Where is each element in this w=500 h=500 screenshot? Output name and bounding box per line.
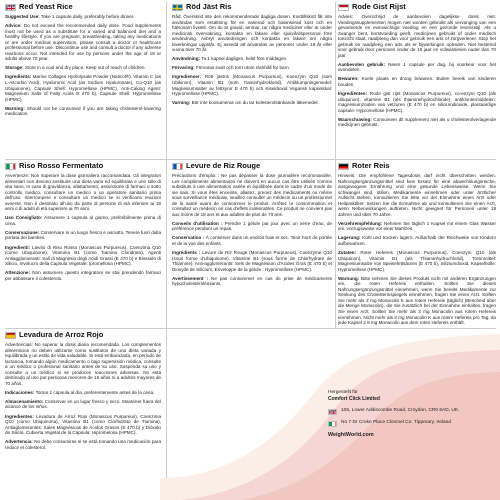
spanish-advice: Advertencias: No superar la dosis diaria recomendada. Los complementos alimenticios no deben utilizarse como sustitutos de una dieta variada y equilibrada y un estilo de vida saludable. Si está embarazada, en período de lactancia, tomando algún medicamento o bajo supervisión médica, consulte a un médico o profesional sanitario antes de su uso. Suspenda su uso y consulte a un médico si se producen reacciones adversas. No está destinado al uso por personas menores de 18 años ni a adultos mayores de 70 años.: [5, 342, 161, 386]
french-warning: Avertissement : Ne pas consommer en cas de prise de médicaments hypocholestérolémiants.: [172, 275, 332, 287]
panel-italian: [5, 161, 161, 328]
ireland-address-text: No 7 Dr Croke Place Clonmel Co. Tipperary, Ireland: [341, 420, 452, 425]
company-name: Comfort Click Limited: [328, 396, 380, 402]
spanish-dose: Indicaciones: Tomar 1 cápsula al día, preferentemente antes de la cena.: [5, 389, 155, 395]
dutch-title: Rode Gist Rijst: [352, 2, 406, 11]
german-use: Verzehrempfehlung: Nehmen Sie täglich 1 Kapsel mit einem Glas Wasser ein, vorzugsweise vor einer Mahlzeit.: [338, 220, 496, 232]
dutch-advice: Advies: Overschrijd de aanbevolen dagelijkse dosis niet. Voedingssupplementen mogen niet worden gebruikt als vervanging van een gevarieerde en evenwichtige voeding en een gezonde levensstijl. Als u zwanger bent, borstvoeding geeft, medicijnen gebruikt of onder medisch toezicht staat, raadpleeg dan voor gebruik een arts of zorgverlener. Stop het gebruik en raadpleeg een arts als er bijwerkingen optreden. Niet bestemd voor gebruik door personen onder de 18 jaar en volwassenen ouder dan 70 jaar.: [338, 14, 496, 58]
spanish-heading: [5, 330, 161, 340]
italian-advice: Avvertenze: Non superare la dose giornaliera raccomandata. Gli integratori alimentari non devono sostituire una dieta varia ed equilibrata e uno stile di vita sano. In caso di gravidanza, allattamento, assunzione di farmaci o sotto controllo medico, consultare un medico o un operatore sanitario prima dell'uso. Interrompere e consultare un medico se si verificano reazioni avverse. Non è destinato all'uso da parte di persone di età inferiore ai 18 anni o di adulti di età superiore ai 70 anni.: [5, 173, 161, 212]
english-advice: Advice: Do not exceed the recommended daily dose. Food supplements must not be used as a substitute for a varied and balanced diet and a healthy lifestyle. If you are pregnant, breastfeeding, taking any medications or are under medical supervision, please consult a doctor or healthcare professional before use. Discontinue use and consult a doctor if any adverse reactions occur. Not intended for use by persons under the age of 18 or adults above 70 year.: [5, 23, 161, 62]
dutch-ingredients: Ingrediënten: Rode gist rijst (Monascus Purpureus), co-enzym Q10 (als ubiquinon), vitamine B1 (als thiaminehydrochloride), antiklontermiddelen: magnesiumzouten van vetzuren (E 470 b) en siliciumdioxide, plantaardige capsule: Hypromellose (HPMC).: [338, 91, 496, 113]
german-storage: Lagerung: Kühl und trocken lagern. Außerhalb der Reichweite von Kindern aufbewahren.: [338, 235, 496, 247]
swedish-advice: Råd: Överskrid inte den rekommenderade dagliga dosen. Kosttillskott får inte användas som ersättning för en varierad och balanserad kost och en hälsosam livsstil. Om du är gravid, ammar, tar några mediciner eller är under medicinsk övervakning, kontakta en läkare eller sjukvårdspersonal före användning. Avbryt användningen och kontakta en läkare om några biverkningar uppstår. Ej avsedd att användas av personer under 18 år eller vuxna över 70 år.: [172, 14, 332, 53]
divider-v2: [335, 2, 336, 328]
italy-flag-icon: [5, 163, 16, 170]
dutch-warning: Waarschuwing: Consumeer dit supplement niet als u cholesterolverlagende medicijnen gebruikt.: [338, 116, 496, 128]
panel-swedish: [172, 2, 332, 159]
manufacturer-block: [328, 390, 496, 438]
ireland-flag-icon: [328, 421, 337, 427]
netherlands-flag-icon: [338, 4, 349, 11]
swedish-storage: Förvaring: Förvaras svalt och torrt utom räckhåll för barn.: [172, 65, 290, 71]
dutch-use: Aanbevolen gebruik: Neem 1 capsule per dag, bij voorkeur voor het avondeten.: [338, 61, 496, 73]
dutch-heading: [338, 2, 496, 12]
spanish-ingredients: Ingredientes: Levadura de Arroz Rojo (Monascus Purpureus), Coenzima Q10 (como Ubiquinona), Vitamina B1 (como Clorhidrato de Tiamina), Antiaglomerantes: Sales Magnésicas de Ácidos Grasos (E 470 b) y Dióxido de Silicio, Cubierta Vegetal de la Cápsula: Hipromelosa (HPMC).: [5, 413, 161, 436]
swedish-ingredients: Ingredienser: Rött jästris (Monascus Purpureus), Koenzym Q10 (som Ubikinon), Vitamin B1 (som Tiaminhydroklorid), Antiklumpningsmedel: Magnesiumsalter av fettsyror E 470 b) och Kiseldioxid Vegansk kapselskal: Hypromellose (HPMC).: [172, 74, 332, 97]
german-warning: Warnung: Bitte nehmen Sie dieses Produkt nicht mit anderen Ergänzungen ein, die roten Hefereis enthalten. Sollten Sie dieses Nahrungsergänzungsmittel einnehmen, wenn Sie bereits Medikamente zur Senkung des Cholesterinspiegels einnehmen, fragen Sie einen Arzt. Sollten Sie mehr als 3 mg Monacolin K aus rotem Hefereis (täglich) (Bescheid über die Menge Monacolin), die Sie zusätzlich bei der Einnahme einhalten, fragen Sie einen Arzt. Sollten Sie mehr als 3 mg Monacolin aus rotem Hefereis einnehmen. Nicht mehr als 3 mg Monacolin K aus rotem Hefereis pro Tag, da jede Kapsel 2.9 mg Monacolin aus dem roten Hefereis enthält.: [338, 275, 496, 326]
english-warning: Warning: Should not be consumed if you are taking cholesterol-lowering medication.: [5, 105, 161, 117]
french-ingredients: Ingrédients : Levure de Riz Rouge (Monascus Purpureus), Coenzyme Q10 (sous forme d'Ubiquinone), Vitamine B1 (sous forme de Chlorhydrate de Thiamine), Anti-agglomérants: Sels de Magnésium d'Acides Gras (E 470 b) et Dioxyde de Silicium, Enveloppe de la gélule : Hypromellose (HPMC).: [172, 250, 332, 272]
divider-h1: [5, 159, 496, 160]
german-title: Roter Reis: [352, 161, 390, 170]
spanish-title: Levadura de Arroz Rojo: [19, 330, 104, 339]
italian-use: Uso Consigliato: Assumere 1 capsula al giorno, preferibilmente prima di cena.: [5, 215, 161, 226]
panel-dutch: [338, 2, 496, 159]
english-heading: [5, 2, 161, 12]
french-heading: [172, 161, 332, 171]
french-precautions: Précautions d'emploi : Ne pas dépasser la dose journalière recommandée. Les compléments alimentaires ne doivent en aucun cas être utilisés comme substituts à une alimentation variée et équilibrée dans le cadre d'un mode de vie sain. Si vous êtes enceinte, allaitez, prenez des médicaments ou même sous surveillance médicale, veuillez consulter un médecin ou un professionnel de la santé avant de consommer le produit. Arrêtez la consommation et consultez un médecin en cas d'effets indésirables. Ce produit ne convient pas aux moins de 18 ans et aux adultes de plus de 70 ans.: [172, 173, 332, 217]
germany-flag-icon: [338, 163, 349, 170]
german-heading: [338, 161, 496, 171]
german-advice: Hinweis: Die empfohlene Tagesdosis darf nicht überschritten werden. Nahrungsergänzungsmittel sind kein Ersatz für eine abwechslungsreiche, ausgewogene Ernährung und eine gesunde Lebensweise. Wenn Sie schwanger sind, stillen, Medikamente einnehmen oder unter ärztlicher Aufsicht stehen, konsultieren Sie bitte vor der Einnahme einen Arzt oder Heilpraktiker. Setzen Sie die Einnahme ab und konsultieren Sie einen Arzt, wenn Nebenwirkungen auftreten. Nicht geeignet für Personen unter 18 Jahren und über 70 Jahre.: [338, 173, 496, 217]
english-ingredients: Ingredients: Marine Collagen Hydrolysate Powder (Naticol®), Vitamin C (as L-Ascorbic Acid), Hyaluronic Acid (as Sodium Hyaluronate), Co-Q10 (as Ubiquinone), Capsule Shell: Hypromellose (HPMC), Anti-Caking Agent: Magnesium Salts of Fatty Acids E 470 b), Capsule Shell: Hypromellose (HPMC).: [5, 74, 161, 102]
panel-spanish: [5, 330, 161, 498]
spanish-warning: Advertencia: No debe consumirse si se está tomando una medicación para reducir el colesterol.: [5, 439, 161, 450]
dutch-storage: Bewaren: Koele plaats en droog bewaren. Buiten bereik van kinderen houden.: [338, 76, 496, 88]
swedish-dosage: Användning: Ta 1 kapsel dagligen, helst före middagen.: [172, 56, 288, 62]
ireland-address: [328, 420, 496, 427]
english-title: Red Yeast Rice: [19, 2, 73, 11]
sweden-flag-icon: [172, 4, 183, 11]
french-storage: Conservation : À conserver dans un endroit frais et sec. Tenir hors de portée et de la vue des enfants.: [172, 235, 332, 247]
panel-german: [338, 161, 496, 328]
uk-flag-icon: [5, 4, 16, 11]
swedish-heading: [172, 2, 332, 12]
france-flag-icon: [172, 163, 183, 170]
english-suggested-use: Suggested Use: Take 1 capsule daily, preferably before dinner.: [5, 14, 135, 19]
swedish-title: Röd Jäst Ris: [186, 2, 232, 11]
english-storage: Storage: Store in a cool and dry place. Keep out of reach of children.: [5, 65, 146, 71]
panel-french: [172, 161, 332, 328]
italian-storage: Conservazione: Conservare in un luogo fresco e asciutto. Tenere fuori dalla portata dei bambini.: [5, 229, 161, 241]
italian-heading: [5, 161, 161, 171]
spanish-storage: Almacenamiento: Conservar en un lugar fresco y seco. Mantener fuera del alcance de los niños.: [5, 398, 161, 410]
panel-english: [5, 2, 161, 159]
french-title: Levure de Riz Rouge: [186, 161, 261, 170]
german-ingredients: Zutaten: Roter Hefereis (Monascus Purpureus), Coenzym Q10 (als Ubiquinon), Vitamin B1 (als Thiaminhydrochlorid), Trennmittel: Magnesiumsalze von Speisefettsäuren (E 470 b), Siliziumdioxid, Kapselhülle: Hypromellose (HPMC).: [338, 250, 496, 272]
manufactured-for-label: Hergestellt für: [328, 390, 358, 395]
french-advice: Conseils d'utilisation : Prendre 1 gélule par jour avec un verre d'eau, de préférence pendant un repas.: [172, 220, 332, 232]
uk-flag-icon: [328, 409, 337, 415]
italian-title: Riso Rosso Fermentato: [19, 161, 104, 170]
swedish-warning: Varning: Bör inte konsumeras om du tar kolesterolsänkande läkemedel.: [172, 100, 319, 106]
italian-ingredients: Ingredienti: Lievito di Riso Rosso (Monascus Purpureus), Coenzima Q10 (come Ubiquinone), Vitamina B1 (come Tiamina Cloridrato), Agenti Antiagglomeranti: Sali di Magnesio degli Acidi Grassi (E 470 b) e Biossido di Silicio, Involucro della Capsula Vegetale: Ipromellosa (HPMC).: [5, 244, 161, 267]
italian-warning: Attenzione: Non assumere questo integratore se stai prendendo farmaci per abbassare il colesterolo.: [5, 270, 161, 281]
uk-address: [328, 408, 496, 415]
spain-flag-icon: [5, 332, 16, 339]
website-link[interactable]: WeightWorld.com: [328, 432, 374, 438]
uk-address-text: 106, Lower Addiscombe Road, Croydon, CR0 6AD, UK.: [341, 408, 460, 413]
